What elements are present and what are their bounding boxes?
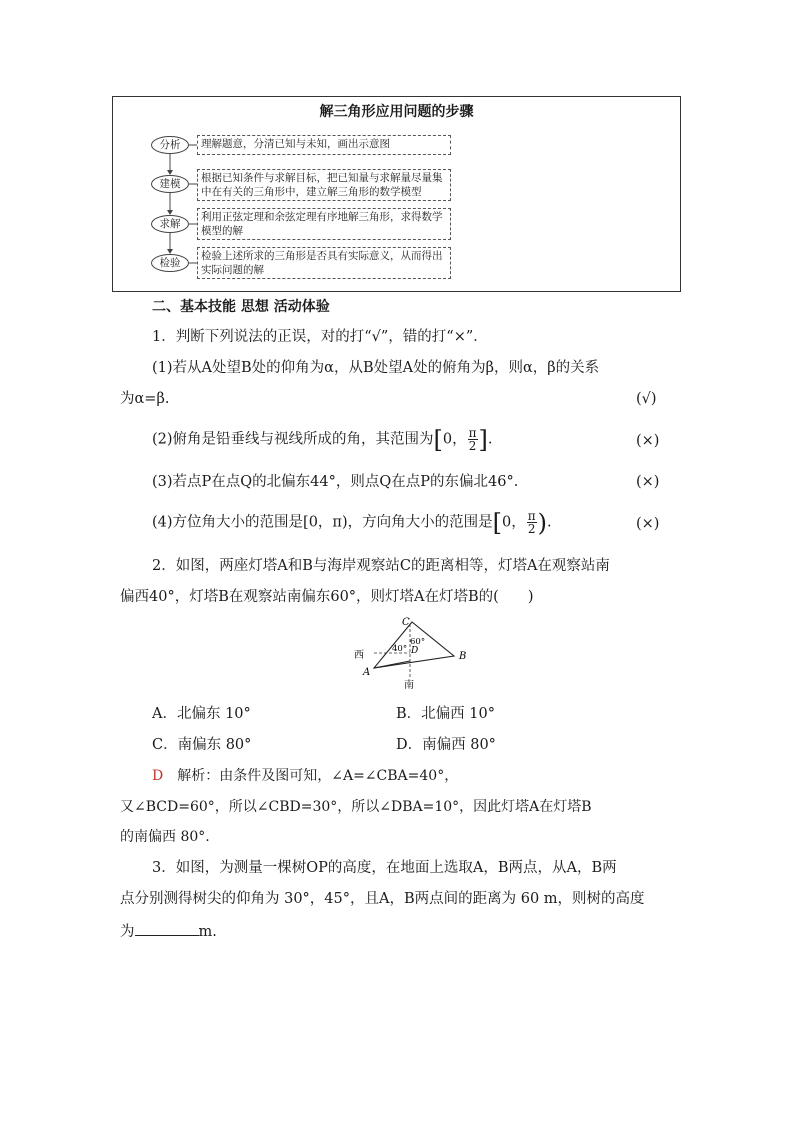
pi-over-2-fraction	[468, 427, 478, 452]
q1-item1-line2: 为α=β.	[120, 391, 170, 407]
q1-item1-mark: (√)	[636, 391, 657, 407]
label-d: D	[411, 646, 419, 656]
pi-over-2-fraction	[527, 510, 537, 535]
q1-item4	[152, 510, 552, 535]
step-text-analyze: 理解题意，分清已知与未知，画出示意图	[197, 135, 451, 155]
q1-item2-mark: (×)	[636, 433, 660, 449]
label-b: B	[459, 651, 467, 662]
q1-item4-text: (4)方位角大小的范围是[0，π)，方向角大小的范围是	[152, 514, 493, 531]
q1-item3-mark: (×)	[636, 474, 660, 490]
step-label-check: 检验	[151, 254, 189, 272]
step-text-model: 根据已知条件与求解目标，把已知量与求解量尽量集中在有关的三角形中，建立解三角形的数学模型	[197, 169, 451, 201]
q3-line1: 3．如图，为测量一棵树OP的高度，在地面上选取A，B两点，从A，B两	[152, 860, 617, 876]
q1-item3-text: (3)若点P在点Q的北偏东44°，则点Q在点P的东偏北46°.	[152, 474, 519, 490]
step-text-solve: 利用正弦定理和余弦定理有序地解三角形，求得数学模型的解	[197, 208, 451, 240]
q3-line3-unit: m.	[198, 924, 217, 940]
label-west: 西	[354, 650, 364, 661]
step-label-model: 建模	[151, 175, 189, 193]
solution-text: 解析：由条件及图可知，∠A=∠CBA=40°，	[177, 768, 459, 784]
interval-left-bracket: [	[492, 508, 502, 537]
q1-item1-line1: (1)若从A处望B处的仰角为α，从B处望A处的俯角为β，则α，β的关系	[152, 360, 600, 376]
q1-item4-period: .	[546, 514, 552, 531]
label-south: 南	[404, 680, 414, 691]
q3-line2: 点分别测得树尖的仰角为 30°，45°，且A，B两点间的距离为 60 m，则树的高度	[120, 891, 645, 907]
step-label-solve: 求解	[151, 215, 189, 233]
steps-box-title: 解三角形应用问题的步骤	[319, 104, 474, 120]
q2-solution-line3: 的南偏西 80°.	[120, 829, 210, 845]
label-c: C	[402, 617, 410, 628]
q2-option-c: C．南偏东 80°	[152, 737, 252, 753]
fraction-numerator: π	[468, 426, 477, 440]
interval-right-bracket: ]	[478, 425, 488, 454]
interval-left-bracket: [	[433, 425, 443, 454]
q1-intro: 1．判断下列说法的正误，对的打“√”，错的打“×”．	[152, 329, 488, 345]
interval-start: 0，	[501, 514, 526, 531]
step-text-check: 检验上述所求的三角形是否具有实际意义，从而得出实际问题的解	[197, 247, 451, 279]
q1-item2-period: .	[487, 431, 493, 448]
fraction-denominator: 2	[527, 522, 536, 536]
section-heading: 二、基本技能 思想 活动体验	[152, 299, 330, 315]
fraction-numerator: π	[527, 509, 536, 523]
interval-right-bracket: )	[537, 508, 547, 537]
fraction-denominator: 2	[468, 439, 477, 453]
angle-40: 40°	[392, 644, 408, 654]
q2-solution-line1	[152, 766, 458, 786]
step-label-analyze: 分析	[151, 136, 189, 154]
steps-box	[112, 96, 681, 292]
q3-line3-prefix: 为	[120, 924, 135, 940]
lighthouse-figure	[350, 616, 480, 692]
answer-letter: D	[152, 768, 164, 784]
q1-item2	[152, 427, 493, 452]
q2-line1: 2．如图，两座灯塔A和B与海岸观察站C的距离相等，灯塔A在观察站南	[152, 558, 610, 574]
angle-60: 60°	[410, 637, 426, 647]
q2-option-d: D．南偏西 80°	[396, 737, 496, 753]
q2-line2: 偏西40°，灯塔B在观察站南偏东60°，则灯塔A在灯塔B的( )	[120, 589, 534, 605]
q3-line3	[120, 921, 217, 942]
answer-blank	[135, 921, 199, 936]
interval-start: 0，	[442, 431, 467, 448]
q2-solution-line2: 又∠BCD=60°，所以∠CBD=30°，所以∠DBA=10°，因此灯塔A在灯塔B	[120, 799, 592, 815]
q2-option-a: A．北偏东 10°	[152, 706, 251, 722]
q2-option-b: B．北偏西 10°	[396, 706, 495, 722]
q1-item4-mark: (×)	[636, 516, 660, 532]
q1-item2-text: (2)俯角是铅垂线与视线所成的角，其范围为	[152, 431, 434, 448]
label-a: A	[363, 667, 371, 678]
